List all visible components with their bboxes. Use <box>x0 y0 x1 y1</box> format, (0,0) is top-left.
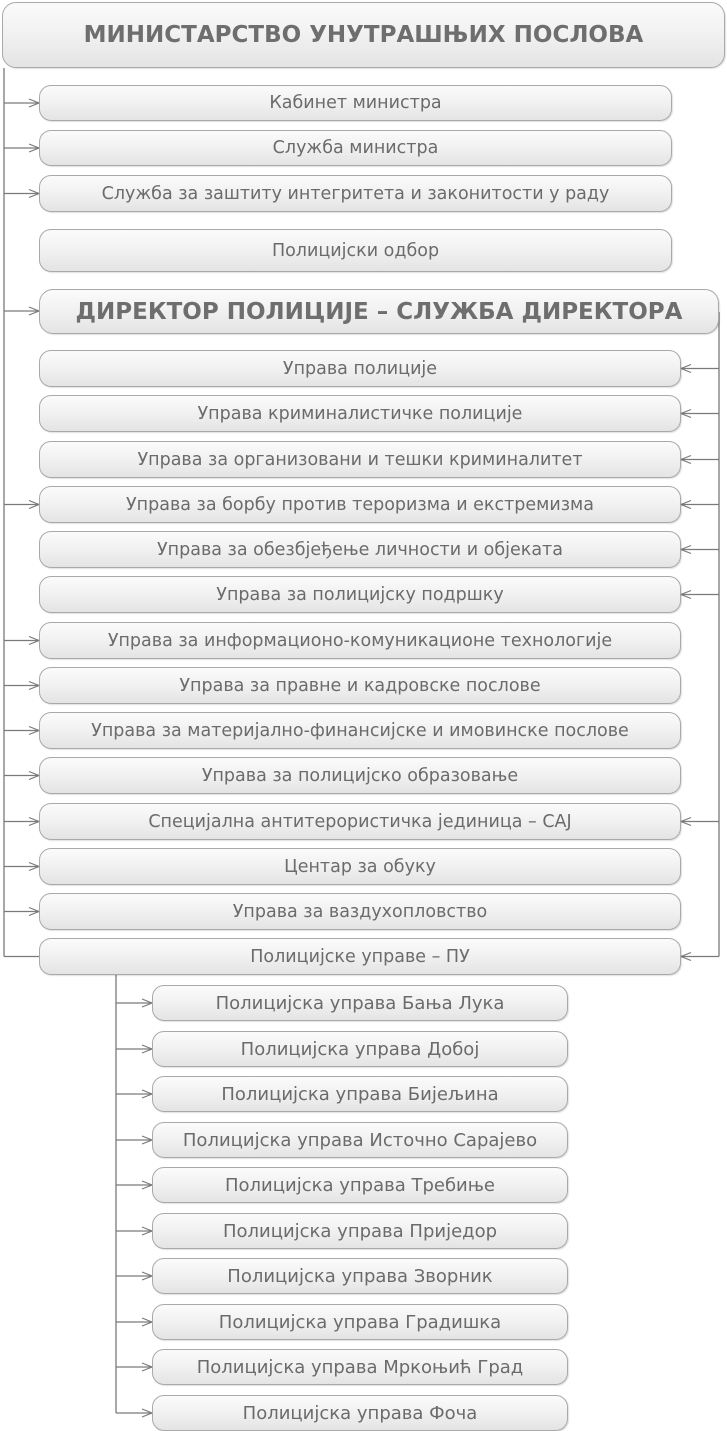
ministry-unit-integrity-service: Служба за заштиту интегритета и законитости у раду <box>39 175 672 212</box>
directorate-box: Управа за информационо-комуникационе технологије <box>39 622 681 659</box>
police-administration-box: Полицијска управа Приједор <box>152 1213 568 1249</box>
directorate-box: Центар за обуку <box>39 848 681 885</box>
directorate-box: Управа за обезбјеђење личности и објеката <box>39 531 681 568</box>
directorate-box: Управа криминалистичке полиције <box>39 395 681 432</box>
directorate-box: Управа за правне и кадровске послове <box>39 667 681 704</box>
directorate-box: Управа за борбу против тероризма и екстремизма <box>39 486 681 523</box>
director-box: ДИРЕКТОР ПОЛИЦИЈЕ – СЛУЖБА ДИРЕКТОРА <box>39 289 719 334</box>
ministry-box: МИНИСТАРСТВО УНУТРАШЊИХ ПОСЛОВА <box>2 2 725 68</box>
police-administrations-box: Полицијске управе – ПУ <box>39 938 681 975</box>
directorate-box: Управа за полицијску подршку <box>39 576 681 613</box>
police-administration-box: Полицијска управа Градишка <box>152 1304 568 1340</box>
directorate-box: Специјална антитерористичка јединица – САЈ <box>39 803 681 840</box>
ministry-unit-minister-service: Служба министра <box>39 130 672 166</box>
police-administration-box: Полицијска управа Добој <box>152 1031 568 1067</box>
ministry-unit-cabinet: Кабинет министра <box>39 85 672 121</box>
police-administration-box: Полицијска управа Требиње <box>152 1167 568 1203</box>
directorate-box: Управа за полицијско образовање <box>39 757 681 794</box>
directorate-box: Управа за организовани и тешки криминалитет <box>39 441 681 478</box>
ministry-unit-police-board: Полицијски одбор <box>39 229 672 272</box>
police-administration-box: Полицијска управа Бања Лука <box>152 985 568 1021</box>
directorate-box: Управа за ваздухопловство <box>39 893 681 930</box>
police-administration-box: Полицијска управа Фоча <box>152 1395 568 1431</box>
directorate-box: Управа полиције <box>39 350 681 387</box>
directorate-box: Управа за материјално-финансијске и имовинске послове <box>39 712 681 749</box>
police-administration-box: Полицијска управа Мркоњић Град <box>152 1349 568 1385</box>
police-administration-box: Полицијска управа Бијељина <box>152 1076 568 1112</box>
police-administration-box: Полицијска управа Источно Сарајево <box>152 1122 568 1158</box>
police-administration-box: Полицијска управа Зворник <box>152 1258 568 1294</box>
